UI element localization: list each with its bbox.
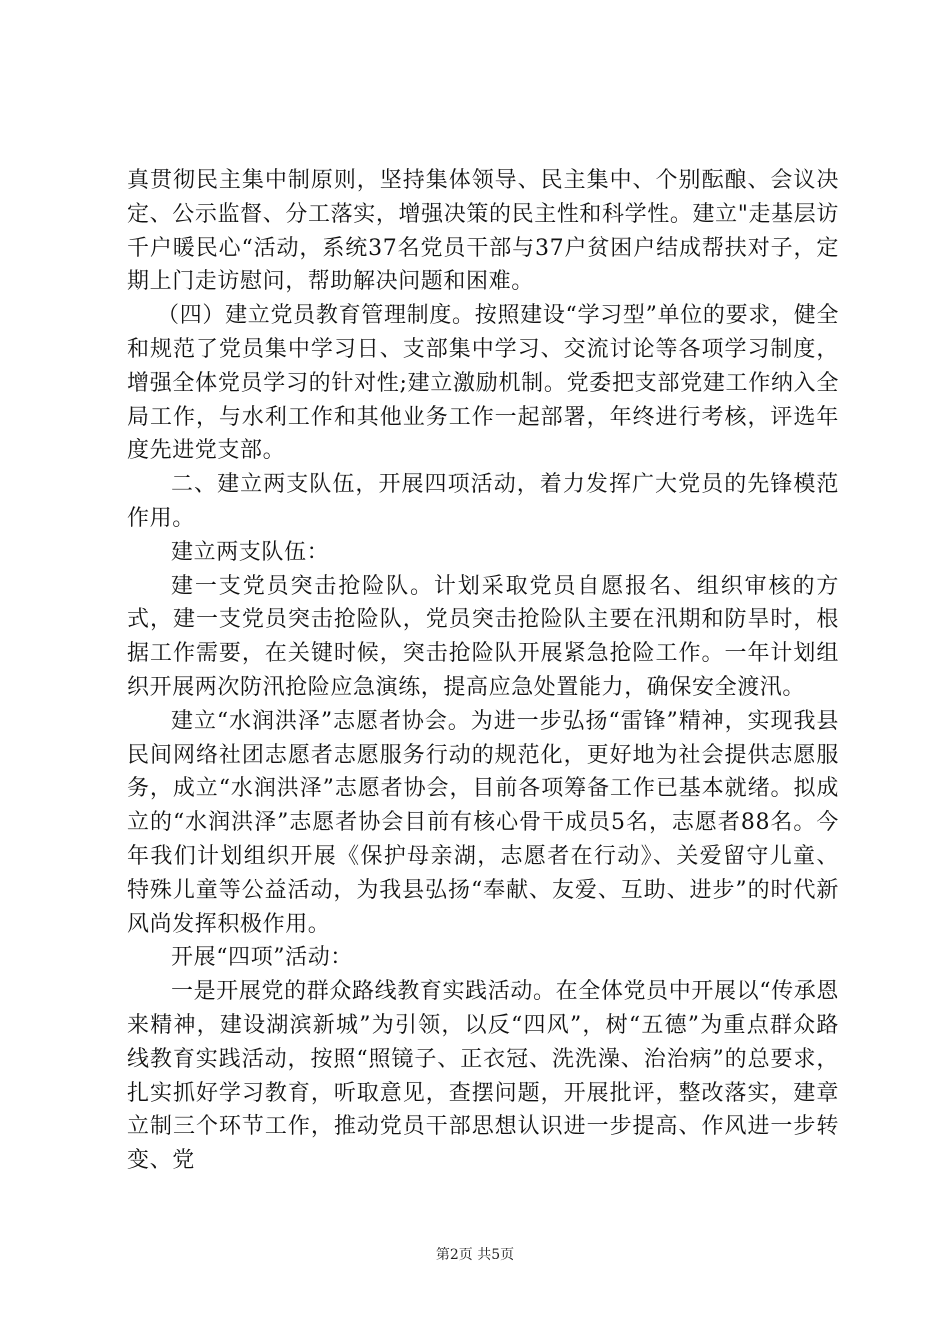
paragraph-4: 建立两支队伍： xyxy=(171,539,330,565)
paragraph-1: 真贯彻民主集中制原则，坚持集体领导、民主集中、个别酝酿、会议决定、公示监督、分工落实，增强决策的民主性和科学性。建立"走基层访千户暖民心“活动，系统37名党员干部与37户贫困户结成帮扶对子，定期上门走访慰问，帮助解决问题和困难。 xyxy=(127,168,839,295)
paragraph-3: 二、建立两支队伍，开展四项活动，着力发挥广大党员的先锋模范作用。 xyxy=(127,472,839,531)
page-footer: 第2页 共5页 xyxy=(435,1247,515,1263)
paragraph-5: 建一支党员突击抢险队。计划采取党员自愿报名、组织审核的方式，建一支党员突击抢险队，党员突击抢险队主要在汛期和防旱时，根据工作需要，在关键时候，突击抢险队开展紧急抢险工作。一年计划组织开展两次防汛抢险应急演练，提高应急处置能力，确保安全渡汛。 xyxy=(127,573,839,700)
paragraph-2: （四）建立党员教育管理制度。按照建设“学习型”单位的要求，健全和规范了党员集中学习日、支部集中学习、交流讨论等各项学习制度，增强全体党员学习的针对性;建立激励机制。党委把支部党建工作纳入全局工作，与水利工作和其他业务工作一起部署，年终进行考核，评选年度先进党支部。 xyxy=(127,303,839,464)
paragraph-7: 开展“四项”活动： xyxy=(171,945,353,971)
document-body xyxy=(127,164,839,1178)
paragraph-6: 建立“水润洪泽”志愿者协会。为进一步弘扬“雷锋”精神，实现我县民间网络社团志愿者志愿服务行动的规范化，更好地为社会提供志愿服务，成立“水润洪泽”志愿者协会，目前各项筹备工作已基本就绪。拟成立的“水润洪泽”志愿者协会目前有核心骨干成员5名，志愿者88名。今年我们计划组织开展《保护母亲湖，志愿者在行动》、关爱留守儿童、特殊儿童等公益活动，为我县弘扬“奉献、友爱、互助、进步”的时代新风尚发挥积极作用。 xyxy=(127,708,839,937)
paragraph-8: 一是开展党的群众路线教育实践活动。在全体党员中开展以“传承恩来精神，建设湖滨新城”为引领，以反“四风”，树“五德”为重点群众路线教育实践活动，按照“照镜子、正衣冠、洗洗澡、治治病”的总要求，扎实抓好学习教育，听取意见，查摆问题，开展批评，整改落实，建章立制三个环节工作，推动党员干部思想认识进一步提高、作风进一步转变、党 xyxy=(127,979,839,1174)
